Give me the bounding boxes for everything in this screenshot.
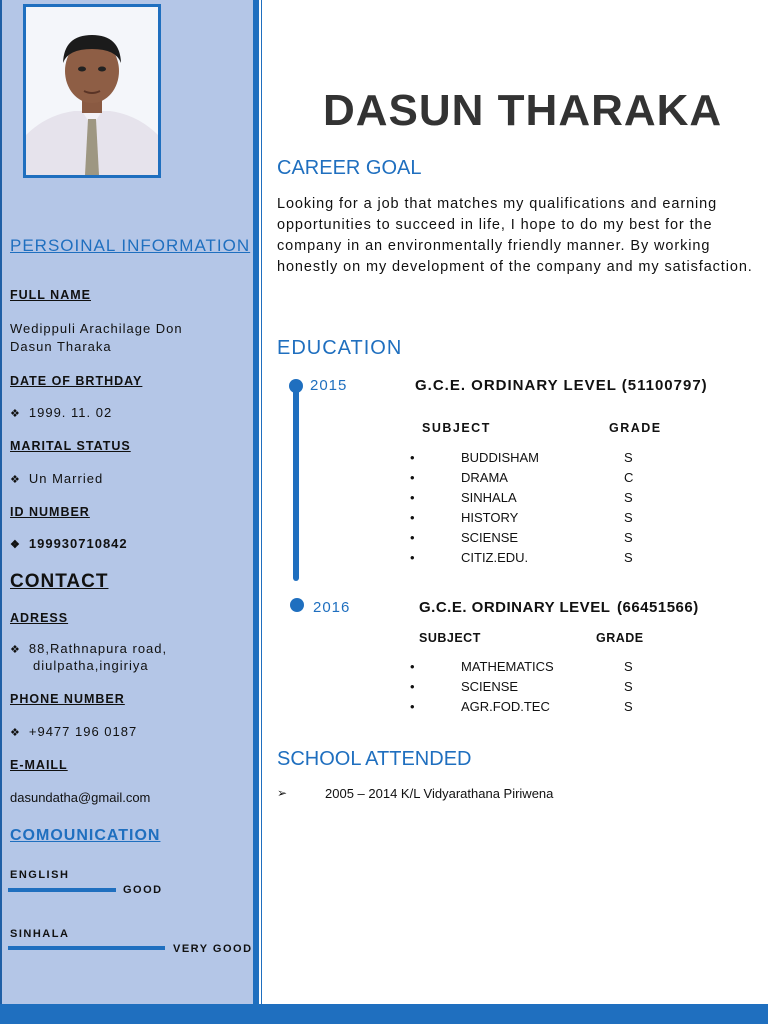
bullet-icon: • xyxy=(410,679,415,694)
contact-heading: CONTACT xyxy=(10,571,109,592)
subject-grade: S xyxy=(624,679,633,694)
subject-name: SINHALA xyxy=(461,490,517,505)
skill-english-bar xyxy=(8,888,116,892)
id-label: ID NUMBER xyxy=(10,505,90,519)
footer-bar xyxy=(0,1004,768,1024)
address-line2: diulpatha,ingiriya xyxy=(33,658,149,673)
dob-item xyxy=(10,405,112,420)
address-label: ADRESS xyxy=(10,611,69,625)
grade-header-2016: GRADE xyxy=(596,631,644,645)
dob-value: 1999. 11. 02 xyxy=(28,405,113,420)
skill-sinhala-name: SINHALA xyxy=(10,928,70,940)
subject-grade: S xyxy=(624,530,633,545)
bullet-icon: • xyxy=(410,530,415,545)
education-heading: EDUCATION xyxy=(277,337,403,359)
subject-header-2016: SUBJECT xyxy=(419,631,481,645)
email-label: E-MAILL xyxy=(10,758,68,772)
subject-header-2015: SUBJECT xyxy=(422,421,491,435)
edu-year-2015: 2015 xyxy=(310,377,348,394)
phone-label: PHONE NUMBER xyxy=(10,692,125,706)
phone-value: +9477 196 0187 xyxy=(28,724,138,739)
bullet-icon: • xyxy=(410,659,415,674)
edu-year-2016: 2016 xyxy=(313,599,351,616)
diamond-bullet-icon: ❖ xyxy=(10,727,21,739)
diamond-bullet-icon: ❖ xyxy=(10,408,21,420)
subject-grade: S xyxy=(624,510,633,525)
school-entry: 2005 – 2014 K/L Vidyarathana Piriwena xyxy=(325,786,554,801)
bullet-icon: • xyxy=(410,470,415,485)
bullet-icon: • xyxy=(410,550,415,565)
subject-grade: S xyxy=(624,659,633,674)
diamond-bullet-icon: ❖ xyxy=(10,474,21,486)
diamond-bullet-icon: ❖ xyxy=(10,644,21,656)
marital-value: Un Married xyxy=(28,471,104,486)
subject-name: MATHEMATICS xyxy=(461,659,554,674)
phone-item xyxy=(10,724,137,739)
skill-sinhala-bar xyxy=(8,946,165,950)
bullet-icon: • xyxy=(410,510,415,525)
dob-label: DATE OF BRTHDAY xyxy=(10,374,143,388)
timeline-dot-2016 xyxy=(290,598,304,612)
email-value: dasundatha@gmail.com xyxy=(10,790,151,805)
full-name-line1: Wedippuli Arachilage Don xyxy=(10,321,183,336)
grade-header-2015: GRADE xyxy=(609,421,662,435)
sidebar-divider-line xyxy=(261,0,262,1004)
full-name-label: FULL NAME xyxy=(10,288,91,302)
id-value: 199930710842 xyxy=(28,536,128,551)
skill-sinhala-level: VERY GOOD xyxy=(173,943,253,955)
subject-name: SCIENSE xyxy=(461,679,519,694)
career-text: Looking for a job that matches my qualifications and earning opportunities to succeed in life, I hope to do my best for the company in an environmentally friendly manner. By working honestly on my development of the company and my satisfaction. xyxy=(277,196,753,275)
timeline-dot-2015 xyxy=(289,379,303,393)
subject-name: HISTORY xyxy=(461,510,519,525)
person-photo-icon xyxy=(26,7,158,175)
skill-english-level: GOOD xyxy=(123,884,163,896)
subject-grade: S xyxy=(624,550,633,565)
edu-exam-2016: G.C.E. ORDINARY LEVEL xyxy=(419,599,611,616)
address-line1: 88,Rathnapura road, xyxy=(28,641,168,656)
skill-english-name: ENGLISH xyxy=(10,869,70,881)
full-name-line2: Dasun Tharaka xyxy=(10,339,112,354)
subject-name: DRAMA xyxy=(461,470,508,485)
subject-name: AGR.FOD.TEC xyxy=(461,699,550,714)
marital-label: MARITAL STATUS xyxy=(10,439,131,453)
page-title: DASUN THARAKA xyxy=(323,86,723,135)
edu-exam-2015: G.C.E. ORDINARY LEVEL (51100797) xyxy=(415,377,708,394)
marital-item xyxy=(10,471,103,486)
career-heading: CAREER GOAL xyxy=(277,157,422,179)
sidebar-divider-bar xyxy=(253,0,259,1024)
school-heading: SCHOOL ATTENDED xyxy=(277,748,472,770)
id-item xyxy=(10,536,128,551)
arrow-bullet-icon: ➢ xyxy=(277,786,288,800)
edu-exam-index-2016: (66451566) xyxy=(617,599,699,616)
bullet-icon: • xyxy=(410,490,415,505)
subject-grade: C xyxy=(624,470,634,485)
subject-name: SCIENSE xyxy=(461,530,519,545)
communication-heading: COMOUNICATION xyxy=(10,827,161,844)
profile-photo xyxy=(23,4,161,178)
subject-name: CITIZ.EDU. xyxy=(461,550,529,565)
bullet-icon: • xyxy=(410,699,415,714)
timeline-line xyxy=(293,385,299,581)
subject-grade: S xyxy=(624,699,633,714)
personal-info-heading: PERSOINAL INFORMATION xyxy=(10,236,251,255)
bullet-icon: • xyxy=(410,450,415,465)
subject-grade: S xyxy=(624,450,633,465)
subject-name: BUDDISHAM xyxy=(461,450,540,465)
subject-grade: S xyxy=(624,490,633,505)
address-item xyxy=(10,641,167,656)
diamond-bullet-icon: ❖ xyxy=(10,539,21,551)
